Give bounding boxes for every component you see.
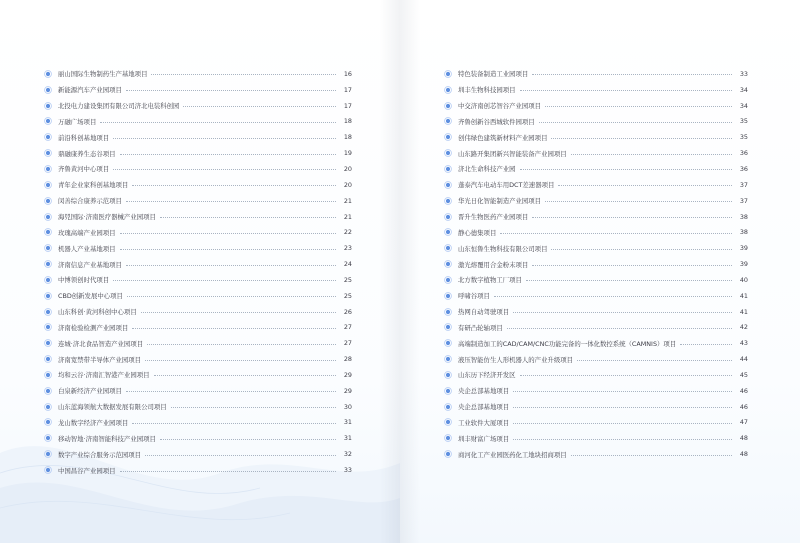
toc-entry-title: 圳丰生物科技园项目 bbox=[458, 86, 516, 95]
dot-leader bbox=[513, 391, 732, 392]
toc-entry-page-number: 27 bbox=[343, 339, 352, 348]
dot-leader bbox=[126, 391, 336, 392]
dot-leader bbox=[160, 439, 336, 440]
bullet-icon bbox=[444, 70, 452, 78]
bullet-icon bbox=[444, 260, 452, 268]
bullet-icon bbox=[44, 276, 52, 284]
toc-entry-title: 呼啸谷项目 bbox=[458, 292, 490, 301]
toc-entry-title: 工业软件大厦项目 bbox=[458, 418, 510, 427]
bullet-icon bbox=[444, 102, 452, 110]
toc-entry[interactable] bbox=[44, 129, 352, 145]
toc-entry-title: 移动智地·济南智能科技产业园项目 bbox=[58, 434, 156, 443]
dot-leader bbox=[571, 455, 732, 456]
dot-leader bbox=[113, 169, 336, 170]
bullet-icon bbox=[444, 387, 452, 395]
toc-entry-title: 创伟绿色建筑新材料产业园项目 bbox=[458, 133, 548, 142]
toc-entry-title: 数字产业综合服务示范园项目 bbox=[58, 450, 142, 459]
bullet-icon bbox=[44, 323, 52, 331]
bullet-icon bbox=[444, 181, 452, 189]
toc-entry[interactable] bbox=[444, 320, 748, 336]
dot-leader bbox=[132, 328, 336, 329]
bullet-icon bbox=[444, 450, 452, 458]
toc-entry[interactable] bbox=[444, 177, 748, 193]
dot-leader bbox=[539, 122, 732, 123]
toc-entry-title: 济南检验检测产业园项目 bbox=[58, 323, 129, 332]
toc-entry-title: 山东历下经济开发区 bbox=[458, 371, 516, 380]
dot-leader bbox=[520, 90, 732, 91]
toc-entry[interactable] bbox=[444, 82, 748, 98]
toc-entry[interactable] bbox=[44, 256, 352, 272]
bullet-icon bbox=[44, 228, 52, 236]
toc-entry-title: 高端制造加工的CAD/CAM/CNC功能完备的一体化数控系统（CAMNIS）项目 bbox=[458, 339, 677, 348]
toc-entry[interactable] bbox=[44, 288, 352, 304]
dot-leader bbox=[132, 423, 336, 424]
dot-leader bbox=[571, 154, 732, 155]
toc-entry[interactable] bbox=[44, 161, 352, 177]
toc-entry-title: 白泉新经济产业园项目 bbox=[58, 387, 122, 396]
toc-list-left bbox=[44, 66, 352, 478]
toc-entry-title: 蓬泰汽车电动车用DCT差速器项目 bbox=[458, 181, 555, 190]
toc-entry[interactable] bbox=[444, 351, 748, 367]
toc-entry-page-number: 41 bbox=[739, 291, 748, 300]
bullet-icon bbox=[444, 86, 452, 94]
toc-entry-page-number: 36 bbox=[739, 149, 748, 158]
toc-entry[interactable] bbox=[44, 145, 352, 161]
page-gutter-shadow bbox=[400, 0, 420, 543]
toc-entry-page-number: 41 bbox=[739, 307, 748, 316]
bullet-icon bbox=[44, 355, 52, 363]
toc-entry[interactable] bbox=[444, 145, 748, 161]
toc-entry[interactable] bbox=[44, 272, 352, 288]
toc-entry[interactable] bbox=[44, 304, 352, 320]
bullet-icon bbox=[444, 213, 452, 221]
dot-leader bbox=[126, 265, 336, 266]
dot-leader bbox=[183, 106, 336, 107]
dot-leader bbox=[532, 74, 732, 75]
toc-entry-title: 圳丰财富广场项目 bbox=[458, 434, 510, 443]
toc-entry-title: 有研凸轮轴项目 bbox=[458, 323, 503, 332]
bullet-icon bbox=[444, 418, 452, 426]
toc-entry[interactable] bbox=[444, 114, 748, 130]
bullet-icon bbox=[444, 165, 452, 173]
toc-entry-title: 龙山数字经济产业园项目 bbox=[58, 418, 129, 427]
toc-entry-page-number: 23 bbox=[343, 244, 352, 253]
bullet-icon bbox=[44, 213, 52, 221]
bullet-icon bbox=[44, 86, 52, 94]
dot-leader bbox=[113, 138, 336, 139]
dot-leader bbox=[141, 312, 336, 313]
toc-entry[interactable] bbox=[44, 114, 352, 130]
bullet-icon bbox=[44, 260, 52, 268]
toc-entry-page-number: 17 bbox=[343, 85, 352, 94]
bullet-icon bbox=[44, 149, 52, 157]
bullet-icon bbox=[44, 466, 52, 474]
bullet-icon bbox=[444, 371, 452, 379]
bullet-icon bbox=[44, 403, 52, 411]
dot-leader bbox=[507, 328, 732, 329]
toc-entry-page-number: 34 bbox=[739, 101, 748, 110]
toc-entry-title: 机器人产业基地项目 bbox=[58, 244, 116, 253]
toc-entry-title: 特色装备制造工业园项目 bbox=[458, 70, 529, 79]
dot-leader bbox=[126, 201, 336, 202]
dot-leader bbox=[513, 423, 732, 424]
toc-entry-title: 山东路开集团新兴智能装备产业园项目 bbox=[458, 149, 567, 158]
bullet-icon bbox=[44, 418, 52, 426]
toc-entry-title: 海兕国际·济南医疗器械产业园项目 bbox=[58, 213, 156, 222]
toc-entry[interactable] bbox=[444, 415, 748, 431]
toc-entry[interactable] bbox=[44, 177, 352, 193]
toc-entry-page-number: 17 bbox=[343, 101, 352, 110]
toc-entry-page-number: 37 bbox=[739, 196, 748, 205]
toc-entry-title: 新能源汽车产业园项目 bbox=[58, 86, 122, 95]
toc-entry-page-number: 33 bbox=[343, 466, 352, 475]
bullet-icon bbox=[444, 308, 452, 316]
bullet-icon bbox=[44, 102, 52, 110]
dot-leader bbox=[513, 312, 732, 313]
toc-entry[interactable] bbox=[444, 304, 748, 320]
toc-entry[interactable] bbox=[44, 399, 352, 415]
toc-entry[interactable] bbox=[44, 335, 352, 351]
toc-entry[interactable] bbox=[444, 209, 748, 225]
bullet-icon bbox=[44, 292, 52, 300]
toc-entry-title: 央企总部基地项目 bbox=[458, 387, 510, 396]
toc-entry-page-number: 32 bbox=[343, 450, 352, 459]
toc-entry[interactable] bbox=[444, 66, 748, 82]
dot-leader bbox=[520, 375, 732, 376]
dot-leader bbox=[120, 233, 336, 234]
bullet-icon bbox=[44, 70, 52, 78]
toc-entry[interactable] bbox=[444, 430, 748, 446]
dot-leader bbox=[113, 280, 336, 281]
toc-entry[interactable] bbox=[44, 98, 352, 114]
toc-entry-title: 中国昌谷产业园项目 bbox=[58, 466, 116, 475]
bullet-icon bbox=[444, 149, 452, 157]
bullet-icon bbox=[444, 403, 452, 411]
bullet-icon bbox=[44, 244, 52, 252]
dot-leader bbox=[532, 217, 732, 218]
toc-entry-title: 济北生命科技产业园 bbox=[458, 165, 516, 174]
bullet-icon bbox=[44, 387, 52, 395]
toc-entry[interactable] bbox=[444, 240, 748, 256]
bullet-icon bbox=[44, 371, 52, 379]
toc-entry-title: 华光日化智能制造产业园项目 bbox=[458, 197, 542, 206]
dot-leader bbox=[145, 455, 336, 456]
dot-leader bbox=[532, 265, 732, 266]
dot-leader bbox=[680, 344, 732, 345]
dot-leader bbox=[520, 169, 732, 170]
bullet-icon bbox=[444, 244, 452, 252]
bullet-icon bbox=[444, 228, 452, 236]
toc-entry-page-number: 16 bbox=[343, 69, 352, 78]
toc-entry-title: 玫瑰高端产业园项目 bbox=[58, 228, 116, 237]
toc-entry[interactable] bbox=[44, 462, 352, 478]
toc-entry-page-number: 39 bbox=[739, 260, 748, 269]
bullet-icon bbox=[44, 117, 52, 125]
toc-entry-page-number: 46 bbox=[739, 402, 748, 411]
toc-entry[interactable] bbox=[444, 256, 748, 272]
toc-entry[interactable] bbox=[444, 129, 748, 145]
toc-entry-title: 激光熔覆用合金粉末项目 bbox=[458, 260, 529, 269]
toc-entry-title: 北投电力建设集团有限公司济北电装科创园 bbox=[58, 102, 180, 111]
bullet-icon bbox=[44, 434, 52, 442]
toc-entry[interactable] bbox=[444, 98, 748, 114]
toc-entry-page-number: 21 bbox=[343, 196, 352, 205]
bullet-icon bbox=[444, 339, 452, 347]
toc-entry-page-number: 26 bbox=[343, 307, 352, 316]
toc-entry-page-number: 36 bbox=[739, 164, 748, 173]
toc-entry-title: 晋升生物医药产业园项目 bbox=[458, 213, 529, 222]
bullet-icon bbox=[44, 181, 52, 189]
dot-leader bbox=[120, 154, 336, 155]
bullet-icon bbox=[44, 165, 52, 173]
toc-entry-title: CBD创新发展中心项目 bbox=[58, 292, 123, 301]
toc-entry-title: 连城·济北食品智造产业园项目 bbox=[58, 339, 144, 348]
toc-entry[interactable] bbox=[44, 240, 352, 256]
toc-entry-page-number: 35 bbox=[739, 133, 748, 142]
bullet-icon bbox=[444, 323, 452, 331]
bullet-icon bbox=[444, 133, 452, 141]
toc-entry-page-number: 33 bbox=[739, 69, 748, 78]
dot-leader bbox=[545, 106, 732, 107]
toc-entry-page-number: 24 bbox=[343, 260, 352, 269]
toc-list-right bbox=[444, 66, 748, 462]
toc-entry-title: 青年企业家科创基地项目 bbox=[58, 181, 129, 190]
toc-entry-page-number: 25 bbox=[343, 291, 352, 300]
dot-leader bbox=[545, 201, 732, 202]
dot-leader bbox=[551, 249, 732, 250]
toc-entry-title: 前沿科创基地项目 bbox=[58, 133, 110, 142]
dot-leader bbox=[577, 360, 732, 361]
bullet-icon bbox=[44, 450, 52, 458]
dot-leader bbox=[160, 217, 336, 218]
toc-entry[interactable] bbox=[44, 82, 352, 98]
toc-entry-page-number: 35 bbox=[739, 117, 748, 126]
toc-entry-page-number: 18 bbox=[343, 117, 352, 126]
page-gutter-shadow bbox=[380, 0, 400, 543]
toc-entry[interactable] bbox=[44, 66, 352, 82]
toc-entry-title: 北方数字植物工厂项目 bbox=[458, 276, 522, 285]
toc-entry[interactable] bbox=[444, 224, 748, 240]
dot-leader bbox=[558, 185, 732, 186]
toc-entry-title: 济南信息产业基地项目 bbox=[58, 260, 122, 269]
toc-entry-page-number: 19 bbox=[343, 149, 352, 158]
toc-entry-title: 央企总部基地项目 bbox=[458, 403, 510, 412]
toc-entry-title: 山东蓝海领航大数据发展有限公司项目 bbox=[58, 403, 167, 412]
toc-entry[interactable] bbox=[44, 224, 352, 240]
toc-entry-page-number: 20 bbox=[343, 180, 352, 189]
toc-entry[interactable] bbox=[444, 446, 748, 462]
toc-entry-title: 山东科创·黄河科创中心项目 bbox=[58, 308, 137, 317]
toc-entry[interactable] bbox=[444, 367, 748, 383]
toc-entry-title: 齐鲁创新谷西城软件园项目 bbox=[458, 117, 535, 126]
bullet-icon bbox=[444, 276, 452, 284]
toc-entry[interactable] bbox=[44, 415, 352, 431]
toc-entry-page-number: 37 bbox=[739, 180, 748, 189]
toc-entry-page-number: 39 bbox=[739, 244, 748, 253]
toc-entry-page-number: 28 bbox=[343, 355, 352, 364]
toc-entry-page-number: 48 bbox=[739, 434, 748, 443]
dot-leader bbox=[127, 296, 336, 297]
toc-entry-page-number: 20 bbox=[343, 164, 352, 173]
toc-entry-page-number: 29 bbox=[343, 370, 352, 379]
toc-entry[interactable] bbox=[444, 288, 748, 304]
toc-entry-page-number: 25 bbox=[343, 275, 352, 284]
toc-entry-title: 液压智能仿生人形机器人的产业升级项目 bbox=[458, 355, 574, 364]
bullet-icon bbox=[44, 339, 52, 347]
toc-entry-title: 山东恒鲁生物科技有限公司项目 bbox=[458, 244, 548, 253]
dot-leader bbox=[120, 249, 336, 250]
bullet-icon bbox=[44, 197, 52, 205]
toc-entry-page-number: 40 bbox=[739, 275, 748, 284]
dot-leader bbox=[551, 138, 732, 139]
toc-entry-page-number: 34 bbox=[739, 85, 748, 94]
dot-leader bbox=[500, 233, 732, 234]
toc-entry-page-number: 47 bbox=[739, 418, 748, 427]
toc-entry-page-number: 46 bbox=[739, 386, 748, 395]
toc-entry[interactable] bbox=[44, 320, 352, 336]
dot-leader bbox=[151, 74, 336, 75]
toc-entry-page-number: 48 bbox=[739, 450, 748, 459]
toc-entry[interactable] bbox=[44, 430, 352, 446]
bullet-icon bbox=[44, 308, 52, 316]
bullet-icon bbox=[444, 355, 452, 363]
dot-leader bbox=[100, 122, 336, 123]
toc-entry[interactable] bbox=[44, 383, 352, 399]
dot-leader bbox=[132, 185, 336, 186]
toc-entry-title: 闵善综合康养示范项目 bbox=[58, 197, 122, 206]
dot-leader bbox=[513, 439, 732, 440]
toc-entry-title: 济南宽禁带半导体产业园项目 bbox=[58, 355, 142, 364]
toc-entry-page-number: 30 bbox=[343, 402, 352, 411]
dot-leader bbox=[147, 344, 336, 345]
dot-leader bbox=[145, 360, 336, 361]
toc-entry-title: 均和云谷·济南汇智港产业园项目 bbox=[58, 371, 150, 380]
dot-leader bbox=[513, 407, 732, 408]
toc-entry-page-number: 38 bbox=[739, 212, 748, 221]
toc-entry[interactable] bbox=[44, 351, 352, 367]
dot-leader bbox=[120, 471, 336, 472]
dot-leader bbox=[526, 280, 732, 281]
toc-entry-page-number: 38 bbox=[739, 228, 748, 237]
toc-entry[interactable] bbox=[44, 209, 352, 225]
toc-entry[interactable] bbox=[44, 193, 352, 209]
toc-entry-page-number: 27 bbox=[343, 323, 352, 332]
toc-entry[interactable] bbox=[444, 399, 748, 415]
toc-entry-page-number: 44 bbox=[739, 355, 748, 364]
dot-leader bbox=[494, 296, 732, 297]
dot-leader bbox=[154, 375, 337, 376]
toc-entry-page-number: 29 bbox=[343, 386, 352, 395]
toc-entry[interactable] bbox=[44, 446, 352, 462]
toc-entry-page-number: 31 bbox=[343, 418, 352, 427]
bullet-icon bbox=[444, 292, 452, 300]
toc-entry-page-number: 21 bbox=[343, 212, 352, 221]
right-page bbox=[400, 0, 800, 543]
bullet-icon bbox=[444, 117, 452, 125]
toc-entry-page-number: 45 bbox=[739, 370, 748, 379]
dot-leader bbox=[171, 407, 336, 408]
toc-entry-page-number: 22 bbox=[343, 228, 352, 237]
toc-entry-page-number: 42 bbox=[739, 323, 748, 332]
toc-entry-title: 齐鲁黄河中心项目 bbox=[58, 165, 110, 174]
toc-entry-title: 热网自动驾驶项目 bbox=[458, 308, 510, 317]
dot-leader bbox=[126, 90, 336, 91]
toc-entry-title: 丽山国际生物制药生产基地项目 bbox=[58, 70, 148, 79]
toc-entry-title: 静心德集项目 bbox=[458, 228, 497, 237]
bullet-icon bbox=[444, 197, 452, 205]
toc-entry[interactable] bbox=[444, 383, 748, 399]
toc-entry-page-number: 43 bbox=[739, 339, 748, 348]
toc-entry-page-number: 31 bbox=[343, 434, 352, 443]
toc-entry-page-number: 18 bbox=[343, 133, 352, 142]
bullet-icon bbox=[44, 133, 52, 141]
toc-entry-title: 鼎融康养生态谷项目 bbox=[58, 149, 116, 158]
toc-entry[interactable] bbox=[444, 193, 748, 209]
toc-entry[interactable] bbox=[444, 272, 748, 288]
toc-entry-title: 中博领创时代项目 bbox=[58, 276, 110, 285]
toc-entry[interactable] bbox=[44, 367, 352, 383]
toc-entry-title: 商河化工产业园医药化工地块招商项目 bbox=[458, 450, 567, 459]
bullet-icon bbox=[444, 434, 452, 442]
toc-entry[interactable] bbox=[444, 161, 748, 177]
toc-entry-title: 中交济南创芯智谷产业园项目 bbox=[458, 102, 542, 111]
toc-entry[interactable] bbox=[444, 335, 748, 351]
toc-entry-title: 万融广场项目 bbox=[58, 117, 97, 126]
